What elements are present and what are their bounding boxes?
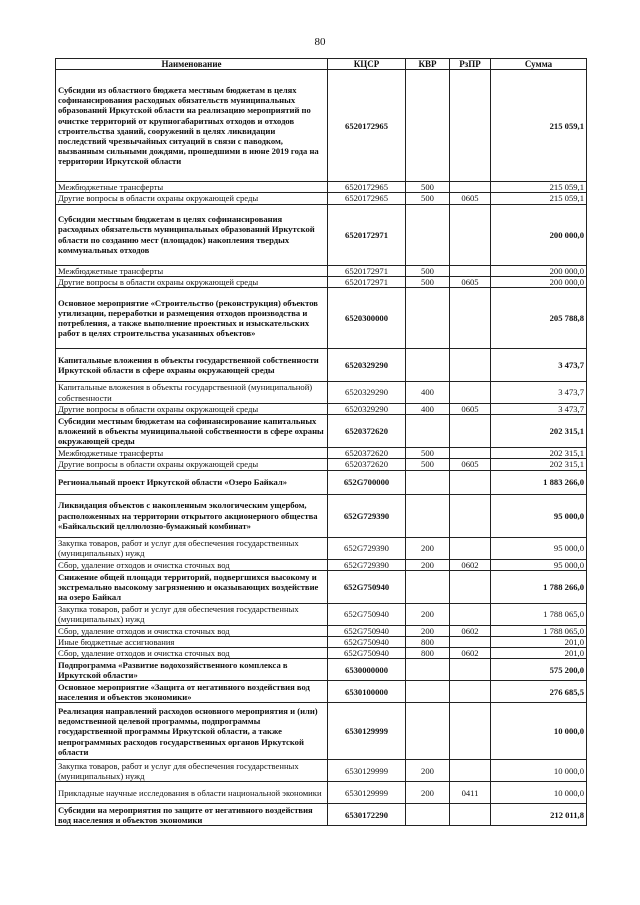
cell-rzpr bbox=[450, 349, 491, 382]
cell-kcsr: 652G750940 bbox=[328, 637, 406, 648]
cell-kvr: 500 bbox=[406, 459, 450, 470]
cell-sum: 1 883 266,0 bbox=[491, 470, 587, 494]
cell-kcsr: 652G750940 bbox=[328, 625, 406, 636]
table-row bbox=[56, 193, 587, 204]
cell-kvr: 200 bbox=[406, 760, 450, 782]
cell-name: Закупка товаров, работ и услуг для обеспечения государственных (муниципальных) нужд bbox=[56, 537, 328, 559]
cell-rzpr bbox=[450, 537, 491, 559]
cell-kvr: 200 bbox=[406, 537, 450, 559]
cell-name: Сбор, удаление отходов и очистка сточных вод bbox=[56, 559, 328, 570]
cell-sum: 215 059,1 bbox=[491, 193, 587, 204]
cell-kvr: 500 bbox=[406, 182, 450, 193]
cell-rzpr bbox=[450, 382, 491, 404]
cell-name: Капитальные вложения в объекты государственной собственности Иркутской области в сфере охраны окружающей среды bbox=[56, 349, 328, 382]
table-row bbox=[56, 570, 587, 603]
cell-name: Субсидии из областного бюджета местным бюджетам в целях софинансирования расходных обязательств муниципальных образований Иркутской области на реализацию мероприятий по очистке территорий от крупногабаритных отходов и отходов строительства зданий, сооружений в целях ликвидации последствий чрезвычайных ситуаций в связи с паводком, вызванным сильными дождями, прошедшими в июне 2019 года на территории Иркутской области bbox=[56, 70, 328, 182]
cell-kcsr: 6530000000 bbox=[328, 659, 406, 681]
cell-kcsr: 6530129999 bbox=[328, 782, 406, 804]
cell-name: Основное мероприятие «Защита от негативного воздействия вод населения и объектов экономики» bbox=[56, 681, 328, 703]
cell-kcsr: 6530100000 bbox=[328, 681, 406, 703]
cell-rzpr bbox=[450, 603, 491, 625]
table-row bbox=[56, 470, 587, 494]
header-kvr: КВР bbox=[406, 59, 450, 70]
cell-sum: 95 000,0 bbox=[491, 537, 587, 559]
cell-sum: 202 315,1 bbox=[491, 415, 587, 448]
cell-kcsr: 6520172971 bbox=[328, 204, 406, 265]
table-row bbox=[56, 448, 587, 459]
cell-kcsr: 652G729390 bbox=[328, 537, 406, 559]
cell-rzpr bbox=[450, 182, 491, 193]
cell-kvr bbox=[406, 70, 450, 182]
page-number: 80 bbox=[314, 36, 326, 48]
cell-name: Субсидии местным бюджетам на софинансирование капитальных вложений в объекты муниципальной собственности в сфере охраны окружающей среды bbox=[56, 415, 328, 448]
cell-kvr: 200 bbox=[406, 625, 450, 636]
cell-rzpr: 0411 bbox=[450, 782, 491, 804]
table-body bbox=[56, 70, 587, 826]
cell-kcsr: 652G729390 bbox=[328, 559, 406, 570]
cell-kvr: 500 bbox=[406, 276, 450, 287]
cell-sum: 215 059,1 bbox=[491, 182, 587, 193]
cell-name: Закупка товаров, работ и услуг для обеспечения государственных (муниципальных) нужд bbox=[56, 760, 328, 782]
cell-rzpr bbox=[450, 570, 491, 603]
cell-sum: 1 788 266,0 bbox=[491, 570, 587, 603]
cell-sum: 215 059,1 bbox=[491, 70, 587, 182]
cell-kvr bbox=[406, 703, 450, 760]
cell-kvr: 500 bbox=[406, 265, 450, 276]
cell-kvr: 200 bbox=[406, 603, 450, 625]
table-row bbox=[56, 782, 587, 804]
cell-sum: 200 000,0 bbox=[491, 265, 587, 276]
cell-sum: 1 788 065,0 bbox=[491, 603, 587, 625]
cell-name: Межбюджетные трансферты bbox=[56, 448, 328, 459]
cell-kcsr: 6520300000 bbox=[328, 288, 406, 349]
cell-sum: 1 788 065,0 bbox=[491, 625, 587, 636]
cell-sum: 200 000,0 bbox=[491, 276, 587, 287]
cell-kvr bbox=[406, 349, 450, 382]
cell-kvr bbox=[406, 659, 450, 681]
cell-name: Межбюджетные трансферты bbox=[56, 182, 328, 193]
cell-name: Другие вопросы в области охраны окружающей среды bbox=[56, 404, 328, 415]
table-row bbox=[56, 537, 587, 559]
cell-rzpr: 0605 bbox=[450, 276, 491, 287]
cell-name: Снижение общей площади территорий, подвергшихся высокому и экстремально высокому загрязнению и оказывающих воздействие на озеро Байкал bbox=[56, 570, 328, 603]
table-row bbox=[56, 459, 587, 470]
cell-sum: 10 000,0 bbox=[491, 703, 587, 760]
cell-kcsr: 652G750940 bbox=[328, 570, 406, 603]
cell-name: Реализация направлений расходов основного мероприятия и (или) ведомственной целевой программы, подпрограммы государственной программы Иркутской области, а также непрограммных расходов государственных органов Иркутской области bbox=[56, 703, 328, 760]
cell-sum: 200 000,0 bbox=[491, 204, 587, 265]
cell-name: Подпрограмма «Развитие водохозяйственного комплекса в Иркутской области» bbox=[56, 659, 328, 681]
cell-sum: 3 473,7 bbox=[491, 382, 587, 404]
cell-kvr bbox=[406, 288, 450, 349]
cell-kcsr: 6520172965 bbox=[328, 193, 406, 204]
cell-rzpr bbox=[450, 494, 491, 537]
cell-kcsr: 6520329290 bbox=[328, 382, 406, 404]
cell-sum: 201,0 bbox=[491, 637, 587, 648]
table-row bbox=[56, 404, 587, 415]
cell-sum: 10 000,0 bbox=[491, 782, 587, 804]
cell-rzpr bbox=[450, 637, 491, 648]
table-row bbox=[56, 204, 587, 265]
cell-kcsr: 6520372620 bbox=[328, 448, 406, 459]
cell-sum: 3 473,7 bbox=[491, 404, 587, 415]
cell-name: Капитальные вложения в объекты государственной (муниципальной) собственности bbox=[56, 382, 328, 404]
cell-rzpr bbox=[450, 659, 491, 681]
cell-kcsr: 6520172965 bbox=[328, 70, 406, 182]
cell-name: Субсидии на мероприятия по защите от негативного воздействия вод населения и объектов экономики bbox=[56, 804, 328, 826]
cell-name: Закупка товаров, работ и услуг для обеспечения государственных (муниципальных) нужд bbox=[56, 603, 328, 625]
cell-kvr: 400 bbox=[406, 404, 450, 415]
cell-rzpr: 0605 bbox=[450, 193, 491, 204]
cell-rzpr bbox=[450, 760, 491, 782]
cell-name: Иные бюджетные ассигнования bbox=[56, 637, 328, 648]
table-row bbox=[56, 415, 587, 448]
header-name: Наименование bbox=[56, 59, 328, 70]
cell-kcsr: 652G750940 bbox=[328, 648, 406, 659]
cell-kvr bbox=[406, 470, 450, 494]
cell-rzpr: 0605 bbox=[450, 404, 491, 415]
cell-sum: 205 788,8 bbox=[491, 288, 587, 349]
table-row bbox=[56, 182, 587, 193]
cell-rzpr bbox=[450, 681, 491, 703]
cell-name: Субсидии местным бюджетам в целях софинансирования расходных обязательств муниципальных образований Иркутской области по созданию мест (площадок) накопления твердых коммунальных отходов bbox=[56, 204, 328, 265]
cell-name: Сбор, удаление отходов и очистка сточных вод bbox=[56, 648, 328, 659]
cell-kvr: 500 bbox=[406, 193, 450, 204]
cell-kcsr: 652G750940 bbox=[328, 603, 406, 625]
cell-kcsr: 6520172971 bbox=[328, 265, 406, 276]
cell-rzpr bbox=[450, 470, 491, 494]
cell-name: Основное мероприятие «Строительство (реконструкция) объектов утилизации, переработки и размещения отходов производства и потребления, а также выполнение проектных и изыскательских работ в целях строительства указанных объектов» bbox=[56, 288, 328, 349]
cell-name: Другие вопросы в области охраны окружающей среды bbox=[56, 459, 328, 470]
cell-kcsr: 6530172290 bbox=[328, 804, 406, 826]
cell-sum: 202 315,1 bbox=[491, 459, 587, 470]
header-rzpr: РзПР bbox=[450, 59, 491, 70]
cell-kvr: 400 bbox=[406, 382, 450, 404]
cell-kcsr: 6520372620 bbox=[328, 415, 406, 448]
cell-rzpr: 0602 bbox=[450, 625, 491, 636]
table-row bbox=[56, 70, 587, 182]
table-row bbox=[56, 288, 587, 349]
cell-kvr: 500 bbox=[406, 448, 450, 459]
cell-kcsr: 6520172971 bbox=[328, 276, 406, 287]
table-row bbox=[56, 659, 587, 681]
cell-kcsr: 6520329290 bbox=[328, 404, 406, 415]
cell-rzpr: 0602 bbox=[450, 648, 491, 659]
cell-kcsr: 6520372620 bbox=[328, 459, 406, 470]
cell-kcsr: 6520172965 bbox=[328, 182, 406, 193]
cell-rzpr bbox=[450, 204, 491, 265]
table-row bbox=[56, 382, 587, 404]
table-row bbox=[56, 625, 587, 636]
cell-kvr bbox=[406, 804, 450, 826]
cell-kcsr: 652G700000 bbox=[328, 470, 406, 494]
cell-kcsr: 6520329290 bbox=[328, 349, 406, 382]
table-header-row bbox=[56, 59, 587, 70]
budget-table bbox=[55, 58, 587, 826]
cell-name: Сбор, удаление отходов и очистка сточных вод bbox=[56, 625, 328, 636]
cell-sum: 95 000,0 bbox=[491, 494, 587, 537]
cell-rzpr: 0605 bbox=[450, 459, 491, 470]
cell-name: Прикладные научные исследования в области национальной экономики bbox=[56, 782, 328, 804]
cell-rzpr bbox=[450, 804, 491, 826]
cell-sum: 3 473,7 bbox=[491, 349, 587, 382]
table-row bbox=[56, 648, 587, 659]
cell-sum: 212 011,8 bbox=[491, 804, 587, 826]
cell-rzpr bbox=[450, 265, 491, 276]
cell-kvr: 200 bbox=[406, 559, 450, 570]
cell-rzpr bbox=[450, 703, 491, 760]
cell-rzpr bbox=[450, 70, 491, 182]
cell-kcsr: 6530129999 bbox=[328, 760, 406, 782]
cell-kvr bbox=[406, 681, 450, 703]
cell-sum: 202 315,1 bbox=[491, 448, 587, 459]
cell-sum: 201,0 bbox=[491, 648, 587, 659]
table-row bbox=[56, 760, 587, 782]
table-row bbox=[56, 494, 587, 537]
cell-rzpr bbox=[450, 288, 491, 349]
table-row bbox=[56, 637, 587, 648]
cell-name: Межбюджетные трансферты bbox=[56, 265, 328, 276]
cell-sum: 276 685,5 bbox=[491, 681, 587, 703]
cell-sum: 575 200,0 bbox=[491, 659, 587, 681]
cell-kvr bbox=[406, 415, 450, 448]
cell-kcsr: 652G729390 bbox=[328, 494, 406, 537]
cell-sum: 10 000,0 bbox=[491, 760, 587, 782]
cell-kvr: 800 bbox=[406, 637, 450, 648]
cell-kcsr: 6530129999 bbox=[328, 703, 406, 760]
table-row bbox=[56, 681, 587, 703]
table-row bbox=[56, 603, 587, 625]
cell-name: Ликвидация объектов с накопленным экологическим ущербом, расположенных на территории открытого акционерного общества «Байкальский целлюлозно-бумажный комбинат» bbox=[56, 494, 328, 537]
table-row bbox=[56, 804, 587, 826]
cell-name: Другие вопросы в области охраны окружающей среды bbox=[56, 276, 328, 287]
header-sum: Сумма bbox=[491, 59, 587, 70]
cell-kvr bbox=[406, 204, 450, 265]
cell-kvr bbox=[406, 494, 450, 537]
cell-name: Региональный проект Иркутской области «Озеро Байкал» bbox=[56, 470, 328, 494]
cell-kvr: 200 bbox=[406, 782, 450, 804]
table-row bbox=[56, 265, 587, 276]
table-row bbox=[56, 349, 587, 382]
header-kcsr: КЦСР bbox=[328, 59, 406, 70]
cell-name: Другие вопросы в области охраны окружающей среды bbox=[56, 193, 328, 204]
cell-rzpr bbox=[450, 448, 491, 459]
cell-rzpr: 0602 bbox=[450, 559, 491, 570]
cell-sum: 95 000,0 bbox=[491, 559, 587, 570]
table-row bbox=[56, 703, 587, 760]
table-row bbox=[56, 276, 587, 287]
cell-kvr: 800 bbox=[406, 648, 450, 659]
table-row bbox=[56, 559, 587, 570]
cell-rzpr bbox=[450, 415, 491, 448]
cell-kvr bbox=[406, 570, 450, 603]
